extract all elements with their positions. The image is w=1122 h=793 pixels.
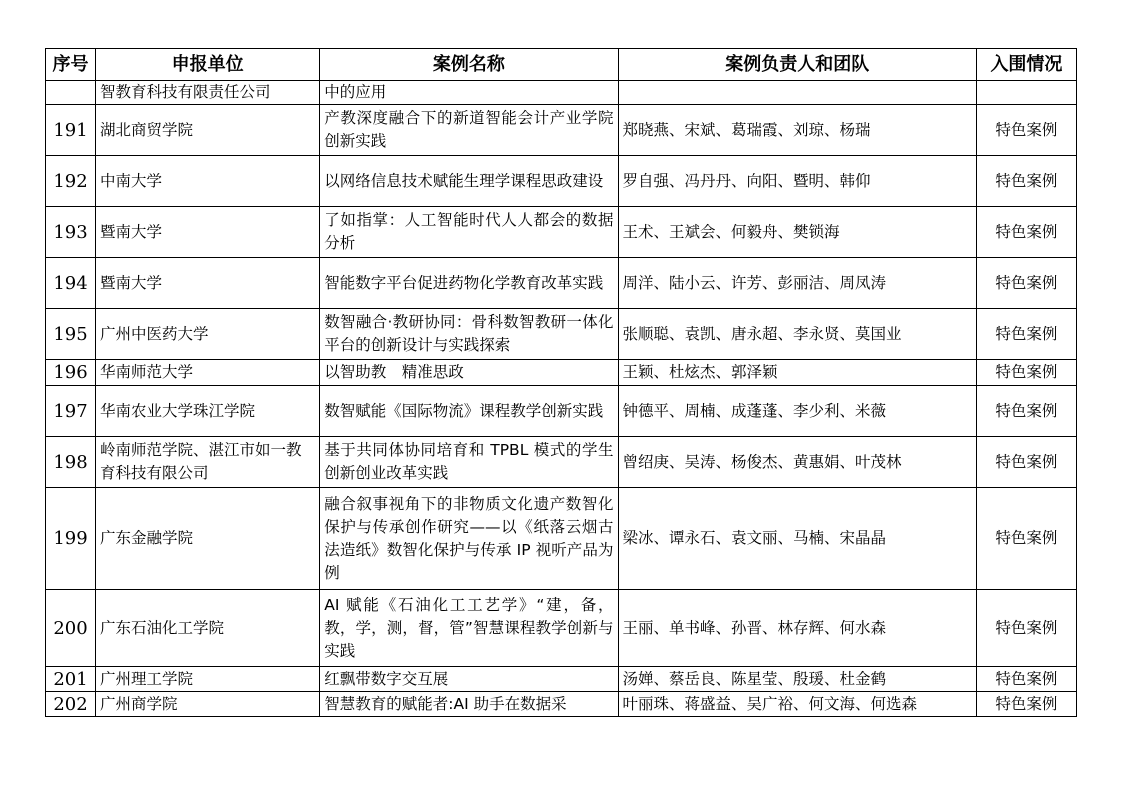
row-unit: 中南大学 bbox=[96, 156, 320, 207]
table-row bbox=[46, 105, 1077, 156]
row-team: 梁冰、谭永石、袁文丽、马楠、宋晶晶 bbox=[618, 488, 976, 590]
row-status: 特色案例 bbox=[976, 156, 1076, 207]
row-number: 201 bbox=[46, 667, 96, 692]
row-status: 特色案例 bbox=[976, 360, 1076, 386]
header-status: 入围情况 bbox=[976, 49, 1076, 81]
case-table bbox=[45, 48, 1077, 717]
row-case-name: 数智融合·教研协同：骨科数智教研一体化平台的创新设计与实践探索 bbox=[320, 309, 618, 360]
table-row bbox=[46, 309, 1077, 360]
row-status: 特色案例 bbox=[976, 667, 1076, 692]
header-unit: 申报单位 bbox=[96, 49, 320, 81]
table-row bbox=[46, 360, 1077, 386]
row-number: 198 bbox=[46, 437, 96, 488]
table-row bbox=[46, 667, 1077, 692]
row-status: 特色案例 bbox=[976, 488, 1076, 590]
row-case-name: 中的应用 bbox=[320, 81, 618, 105]
table-row bbox=[46, 156, 1077, 207]
row-unit: 广州中医药大学 bbox=[96, 309, 320, 360]
row-number: 191 bbox=[46, 105, 96, 156]
row-team: 叶丽珠、蒋盛益、吴广裕、何文海、何选森 bbox=[618, 692, 976, 717]
row-status: 特色案例 bbox=[976, 309, 1076, 360]
row-unit: 湖北商贸学院 bbox=[96, 105, 320, 156]
row-team: 王术、王斌会、何毅舟、樊锁海 bbox=[618, 207, 976, 258]
table-row bbox=[46, 81, 1077, 105]
row-number: 200 bbox=[46, 590, 96, 667]
header-serial: 序号 bbox=[46, 49, 96, 81]
row-number: 193 bbox=[46, 207, 96, 258]
row-unit: 华南师范大学 bbox=[96, 360, 320, 386]
row-team: 王颖、杜炫杰、郭泽颖 bbox=[618, 360, 976, 386]
row-team: 罗自强、冯丹丹、向阳、暨明、韩仰 bbox=[618, 156, 976, 207]
row-status: 特色案例 bbox=[976, 207, 1076, 258]
row-status: 特色案例 bbox=[976, 258, 1076, 309]
row-team bbox=[618, 81, 976, 105]
row-unit: 广州理工学院 bbox=[96, 667, 320, 692]
header-row bbox=[46, 49, 1077, 81]
row-unit: 暨南大学 bbox=[96, 207, 320, 258]
row-status: 特色案例 bbox=[976, 105, 1076, 156]
row-team: 钟德平、周楠、成蓬蓬、李少利、米薇 bbox=[618, 386, 976, 437]
row-case-name: 以网络信息技术赋能生理学课程思政建设 bbox=[320, 156, 618, 207]
row-number: 196 bbox=[46, 360, 96, 386]
row-case-name: 智能数字平台促进药物化学教育改革实践 bbox=[320, 258, 618, 309]
row-unit: 岭南师范学院、湛江市如一教育科技有限公司 bbox=[96, 437, 320, 488]
table-row bbox=[46, 258, 1077, 309]
row-case-name: 红飘带数字交互展 bbox=[320, 667, 618, 692]
table-row bbox=[46, 437, 1077, 488]
header-case-name: 案例名称 bbox=[320, 49, 618, 81]
row-number: 199 bbox=[46, 488, 96, 590]
row-team: 汤婵、蔡岳良、陈星莹、殷瑗、杜金鹤 bbox=[618, 667, 976, 692]
row-unit: 智教育科技有限责任公司 bbox=[96, 81, 320, 105]
row-case-name: 基于共同体协同培育和 TPBL 模式的学生创新创业改革实践 bbox=[320, 437, 618, 488]
row-number: 195 bbox=[46, 309, 96, 360]
row-team: 曾绍庚、吴涛、杨俊杰、黄惠娟、叶茂林 bbox=[618, 437, 976, 488]
row-status: 特色案例 bbox=[976, 692, 1076, 717]
row-team: 郑晓燕、宋斌、葛瑞霞、刘琼、杨瑞 bbox=[618, 105, 976, 156]
row-status: 特色案例 bbox=[976, 386, 1076, 437]
row-case-name: 融合叙事视角下的非物质文化遗产数智化保护与传承创作研究——以《纸落云烟古法造纸》数智化保护与传承 IP 视听产品为例 bbox=[320, 488, 618, 590]
row-unit: 华南农业大学珠江学院 bbox=[96, 386, 320, 437]
row-case-name: 以智助教 精准思政 bbox=[320, 360, 618, 386]
row-status bbox=[976, 81, 1076, 105]
row-number: 202 bbox=[46, 692, 96, 717]
row-team: 张顺聪、袁凯、唐永超、李永贤、莫国业 bbox=[618, 309, 976, 360]
row-unit: 暨南大学 bbox=[96, 258, 320, 309]
table-row bbox=[46, 207, 1077, 258]
row-case-name: 智慧教育的赋能者:AI 助手在数据采 bbox=[320, 692, 618, 717]
table-row bbox=[46, 386, 1077, 437]
row-case-name: 了如指掌：人工智能时代人人都会的数据分析 bbox=[320, 207, 618, 258]
table-row bbox=[46, 590, 1077, 667]
row-case-name: AI 赋能《石油化工工艺学》“建，备，教，学，测，督，管”智慧课程教学创新与实践 bbox=[320, 590, 618, 667]
row-number: 194 bbox=[46, 258, 96, 309]
row-unit: 广东石油化工学院 bbox=[96, 590, 320, 667]
row-team: 周洋、陆小云、许芳、彭丽洁、周凤涛 bbox=[618, 258, 976, 309]
row-unit: 广东金融学院 bbox=[96, 488, 320, 590]
row-number: 192 bbox=[46, 156, 96, 207]
row-case-name: 数智赋能《国际物流》课程教学创新实践 bbox=[320, 386, 618, 437]
row-number bbox=[46, 81, 96, 105]
row-case-name: 产教深度融合下的新道智能会计产业学院创新实践 bbox=[320, 105, 618, 156]
row-unit: 广州商学院 bbox=[96, 692, 320, 717]
header-team: 案例负责人和团队 bbox=[618, 49, 976, 81]
table-row bbox=[46, 692, 1077, 717]
row-status: 特色案例 bbox=[976, 437, 1076, 488]
row-number: 197 bbox=[46, 386, 96, 437]
table-row bbox=[46, 488, 1077, 590]
row-status: 特色案例 bbox=[976, 590, 1076, 667]
row-team: 王丽、单书峰、孙晋、林存辉、何水森 bbox=[618, 590, 976, 667]
